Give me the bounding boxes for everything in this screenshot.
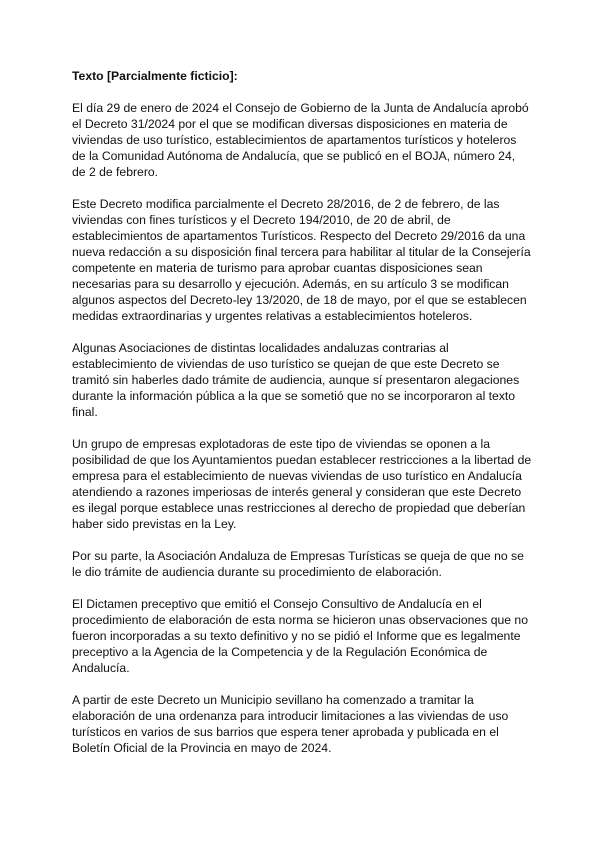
paragraph-3: Algunas Asociaciones de distintas localidades andaluzas contrarias al establecimiento de viviendas de uso turístico se quejan de que este Decreto se tramitó sin haberles dado trámite de audiencia, aunque sí presentaron alegaciones durante la información pública a la que se sometió que no se incorporaron al texto final. [72, 341, 520, 419]
paragraph-4: Un grupo de empresas explotadoras de este tipo de viviendas se oponen a la posibilidad de que los Ayuntamientos puedan establecer restricciones a la libertad de empresa para el establecimiento de nuevas viviendas de uso turístico en Andalucía atendiendo a razones imperiosas de interés general y consideran que este Decreto es ilegal porque establece unas restricciones al derecho de propiedad que deberían haber sido previstas en la Ley. [72, 437, 532, 531]
paragraph-5: Por su parte, la Asociación Andaluza de Empresas Turísticas se queja de que no se le dio trámite de audiencia durante su procedimiento de elaboración. [72, 549, 524, 579]
document-body [72, 68, 532, 772]
paragraph-1: El día 29 de enero de 2024 el Consejo de Gobierno de la Junta de Andalucía aprobó el Decreto 31/2024 por el que se modifican diversas disposiciones en materia de viviendas de uso turístico, establecimientos de apartamentos turísticos y hoteleros de la Comunidad Autónoma de Andalucía, que se publicó en el BOJA, número 24, de 2 de febrero. [72, 101, 529, 179]
document-title: Texto [Parcialmente ficticio]: [72, 69, 238, 83]
paragraph-7: A partir de este Decreto un Municipio sevillano ha comenzado a tramitar la elaboración de una ordenanza para introducir limitaciones a las viviendas de uso turísticos en varios de sus barrios que espera tener aprobada y publicada en el Boletín Oficial de la Provincia en mayo de 2024. [72, 693, 509, 755]
paragraph-6: El Dictamen preceptivo que emitió el Consejo Consultivo de Andalucía en el procedimiento de elaboración de esta norma se hicieron unas observaciones que no fueron incorporadas a su texto definitivo y no se pidió el Informe que es legalmente preceptivo a la Agencia de la Competencia y de la Regulación Económica de Andalucía. [72, 597, 528, 675]
paragraph-2: Este Decreto modifica parcialmente el Decreto 28/2016, de 2 de febrero, de las viviendas con fines turísticos y el Decreto 194/2010, de 20 de abril, de establecimientos de apartamentos Turísticos. Respecto del Decreto 29/2016 da una nueva redacción a su disposición final tercera para habilitar al titular de la Consejería competente en materia de turismo para aprobar cuantas disposiciones sean necesarias para su desarrollo y ejecución. Además, en su artículo 3 se modifican algunos aspectos del Decreto-ley 13/2020, de 18 de mayo, por el que se establecen medidas extraordinarias y urgentes relativas a establecimientos hoteleros. [72, 197, 531, 323]
